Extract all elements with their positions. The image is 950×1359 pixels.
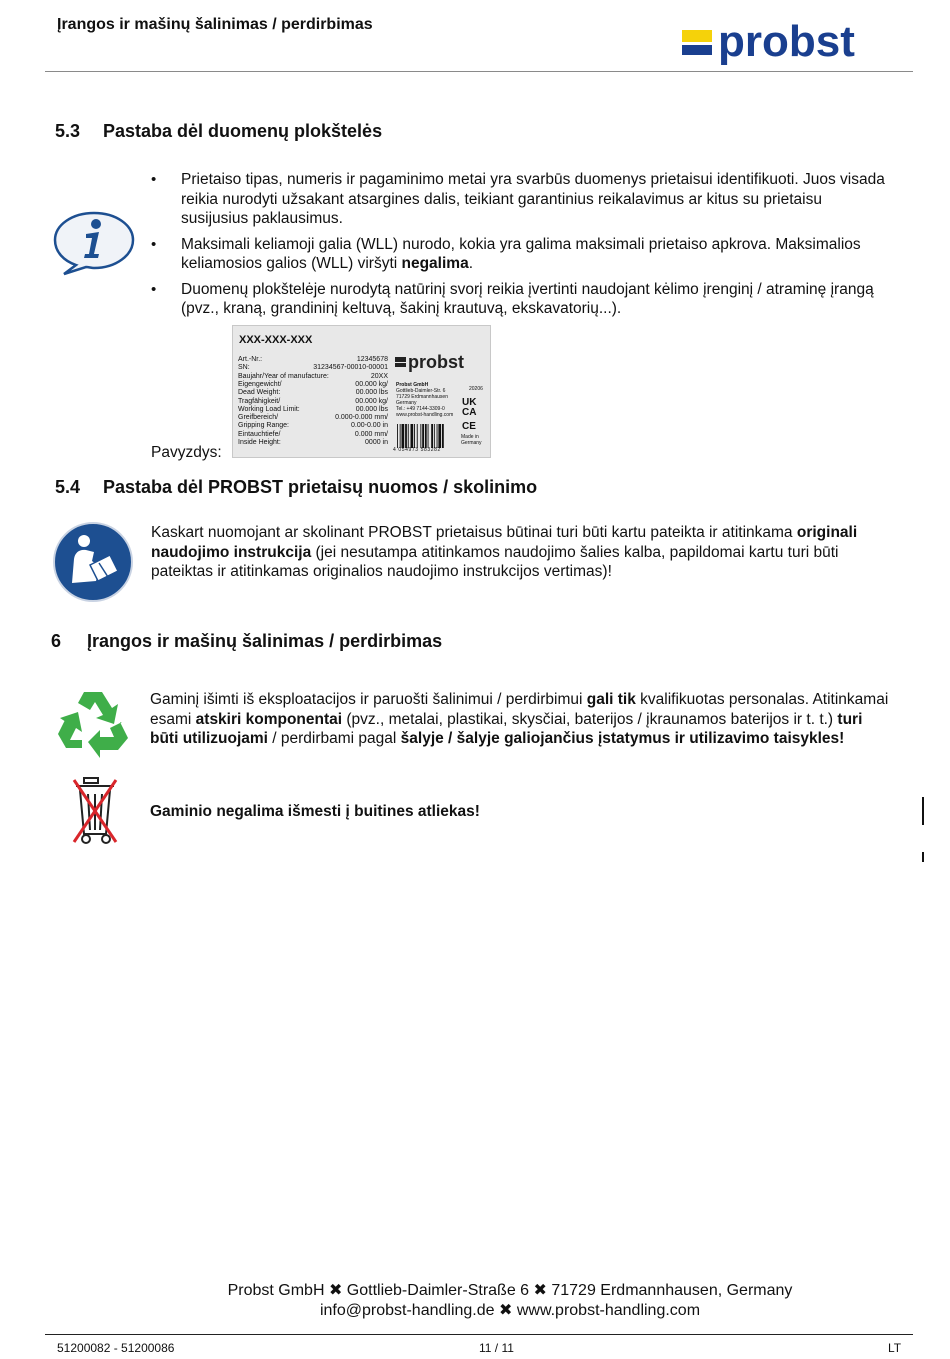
section-number: 5.4 (55, 477, 81, 497)
plate-row-label: Art.-Nr.: (238, 356, 263, 363)
bullet-text: Prietaiso tipas, numeris ir pagaminimo metai yra svarbūs duomenys prietaisui identifikuoti. Juos visada reikia nurodyti užsakant atsargines dalis, teikiant garantinius reikalavimus ar kitus su prietaisu susijusius paklausimus. (181, 171, 885, 227)
barcode-bar (442, 424, 444, 448)
recycle-icon (56, 688, 132, 760)
plate-row-value: 0.00-0.00 in (351, 422, 388, 430)
body-text: (pvz., metalai, plastikai, skysčiai, baterijos / įkraunamos baterijos ir t. t.) (342, 710, 838, 728)
barcode-bar (428, 424, 429, 448)
bullet-item (151, 170, 893, 229)
body-emphasis: šalyje / šalyje galiojančius įstatymus ir utilizavimo taisykles! (400, 730, 845, 747)
section-number: 5.3 (55, 121, 81, 141)
nameplate-example (232, 325, 491, 458)
plate-row (238, 373, 388, 381)
barcode-bar (437, 424, 438, 448)
plate-address-line: Probst GmbH (396, 382, 429, 388)
barcode-bar (397, 424, 398, 448)
plate-row-value: 0000 in (365, 439, 388, 446)
plate-row-label: Working Load Limit: (238, 405, 300, 413)
barcode-bar (420, 424, 421, 448)
footer-line-1: Probst GmbH ✖ Gottlieb-Daimler-Straße 6 ✖ 71729 Erdmannhausen, Germany (227, 1282, 793, 1299)
plate-row (238, 439, 388, 447)
info-icon (52, 210, 136, 276)
plate-row-label: Eigengewicht/ (238, 380, 282, 388)
plate-logo-text: probst (408, 352, 464, 372)
ukca-mark-top: UK (462, 397, 477, 408)
barcode-bar (417, 424, 418, 448)
ce-mark: CE (462, 421, 476, 432)
language-code: LT (888, 1341, 902, 1355)
warning-text: Gaminio negalima išmesti į buitines atliekas! (150, 803, 480, 820)
body-text: Kaskart nuomojant ar skolinant PROBST prietaisus būtinai turi būti kartu pateikta ir atitinkama (151, 524, 797, 541)
made-in-text: Made in Germany (461, 434, 482, 446)
plate-row-value: 12345678 (356, 356, 388, 363)
barcode-bar (414, 424, 415, 448)
barcode-bar (408, 424, 409, 448)
plate-row-value: 00.000 kg/ (355, 380, 388, 388)
section-6-body (150, 690, 892, 749)
plate-marks (462, 398, 476, 432)
footer-line-2: info@probst-handling.de ✖ www.probst-handling.com (319, 1302, 701, 1319)
plate-row-label: Baujahr/Year of manufacture: (238, 372, 329, 380)
barcode-bar (425, 424, 427, 448)
barcode-bar (411, 424, 414, 448)
plate-row (238, 414, 388, 422)
page-number: 11 / 11 (479, 1341, 514, 1355)
barcode (397, 424, 457, 448)
crossed-bin-icon (70, 776, 120, 846)
plate-address-line: Gottlieb-Daimler-Str. 6 (396, 388, 446, 394)
plate-row (238, 381, 388, 389)
bullet-text: Maksimali keliamoji galia (WLL) nurodo, kokia yra galima maksimali prietaiso apkrova. Maksimalios keliamosios galios (WLL) viršyti (181, 235, 861, 272)
plate-row-value: 0.000 mm/ (354, 430, 388, 438)
read-manual-icon (52, 521, 134, 603)
plate-row (238, 389, 388, 397)
revision-bar (922, 852, 924, 862)
plate-row-value: 00.000 lbs (355, 405, 388, 413)
body-emphasis: atskiri komponentai (195, 710, 343, 728)
ukca-mark-bottom: CA (462, 407, 477, 418)
bullet-text-end: . (468, 255, 474, 272)
section-number: 6 (51, 631, 62, 651)
plate-address-line: Germany (396, 400, 417, 406)
plate-row-label: Inside Height: (238, 439, 281, 446)
barcode-bar (400, 424, 401, 448)
plate-row (238, 406, 388, 414)
plate-row-label: Gripping Range: (238, 422, 289, 430)
plate-row (238, 398, 388, 406)
body-emphasis: turi būti utilizuojami (150, 710, 863, 747)
barcode-bar (422, 424, 424, 448)
bullet-item (151, 280, 893, 319)
plate-row-label: SN: (238, 364, 250, 372)
body-emphasis: originali naudojimo instrukcija (151, 524, 858, 561)
bullet-emphasis: negalima (401, 255, 469, 272)
probst-logo (680, 18, 910, 68)
section-5-4-body (151, 523, 903, 582)
revision-bar (922, 797, 924, 825)
bullet-item (151, 235, 893, 274)
header-divider (45, 71, 913, 72)
household-waste-warning (150, 802, 480, 822)
barcode-bar (402, 424, 405, 448)
plate-row (238, 422, 388, 430)
plate-row-value: 00.000 kg/ (355, 397, 388, 405)
barcode-bar (434, 424, 435, 448)
footer-address (0, 1281, 950, 1321)
logo-text: probst (718, 18, 855, 66)
barcode-bar (431, 424, 433, 448)
plate-row-label: Eintauchtiefe/ (238, 430, 281, 438)
section-5-3-body (151, 170, 893, 325)
plate-row-value: 20XX (370, 372, 388, 380)
barcode-bar (438, 424, 441, 448)
section-title: Pastaba dėl PROBST prietaisų nuomos / skolinimo (103, 477, 538, 497)
bullet-text: Duomenų plokštelėje nurodytą natūrinį svorį reikia įvertinti naudojant kėlimo įrenginį / atraminę įrangą (pvz., kraną, grandininį keltuvą, šakinį krautuvą, ekskavatorių...). (181, 280, 874, 317)
plate-row (238, 356, 388, 364)
plate-row (238, 431, 388, 439)
plate-title: XXX-XXX-XXX (239, 334, 313, 346)
barcode-bar (405, 424, 407, 448)
plate-row-value: 00.000 lbs (355, 389, 388, 397)
body-text-end: (jei nesutampa atitinkamos naudojimo šalies kalba, papildomai kartu turi būti pateiktas ir atitinkamas originalios naudojimo instrukcijos vertimas)! (151, 543, 839, 580)
plate-address-line: 71729 Erdmannhausen (396, 394, 448, 400)
plate-address-line: Tel.: +49 7144-3309-0 (396, 406, 445, 412)
section-6-heading (51, 631, 442, 652)
body-text: / perdirbami pagal (267, 730, 401, 747)
section-5-3-heading (55, 121, 382, 142)
plate-row-value: 31234567-00010-00001 (313, 364, 388, 372)
plate-row-label: Greifbereich/ (238, 414, 279, 422)
footer-divider (45, 1334, 913, 1335)
plate-code: 20206 (469, 386, 483, 392)
section-title: Įrangos ir mašinų šalinimas / perdirbimas (87, 631, 443, 651)
body-emphasis: gali tik (586, 691, 636, 708)
example-label: Pavyzdys: (151, 444, 222, 461)
header-title: Įrangos ir mašinų šalinimas / perdirbimas (57, 16, 373, 33)
plate-row (238, 364, 388, 372)
section-5-4-heading (55, 477, 537, 498)
body-text: Gaminį išimti iš eksploatacijos ir paruošti šalinimui / perdirbimui (150, 691, 587, 708)
section-title: Pastaba dėl duomenų plokštelės (103, 121, 383, 141)
plate-address-line: www.probst-handling.com (396, 412, 454, 418)
plate-row-label: Dead Weight: (238, 389, 281, 397)
plate-address (396, 382, 466, 418)
plate-logo (395, 352, 487, 372)
plate-row-value: 0.000-0.000 mm/ (335, 414, 388, 422)
plate-row-label: Tragfähigkeit/ (238, 397, 281, 405)
document-number: 51200082 - 51200086 (57, 1341, 175, 1355)
body-text: kvalifikuotas personalas. Atitinkamai esami (150, 691, 889, 728)
barcode-digits: 4 054973 583282 (393, 447, 441, 453)
